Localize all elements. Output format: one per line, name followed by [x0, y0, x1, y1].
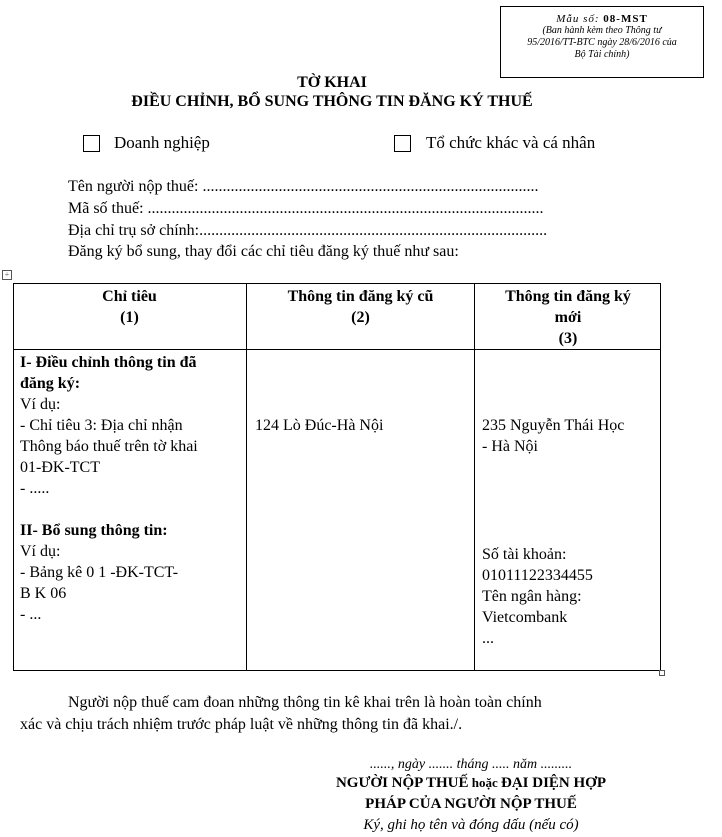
header-col1-title: Chỉ tiêu [102, 288, 157, 305]
bank-info-more: ... [482, 630, 494, 647]
document-subtitle: ĐIỀU CHỈNH, BỔ SUNG THÔNG TIN ĐĂNG KÝ THUẾ [131, 93, 533, 110]
tax-code-field: Mã số thuế: ................................................................................................... [68, 200, 544, 217]
header-col2 [247, 286, 474, 328]
declaration-line2: xác và chịu trách nhiệm trước pháp luật về những thông tin đã khai./. [20, 716, 463, 733]
section1-heading-a: I- Điều chỉnh thông tin đã [20, 354, 197, 371]
header-col3 [475, 286, 661, 349]
header-col3-number: (3) [558, 330, 578, 347]
address-field: Địa chỉ trụ sở chính:....................................................................................... [68, 222, 548, 239]
signer-title-a1: NGƯỜI NỘP THUẾ [335, 775, 469, 791]
intro-text: Đăng ký bổ sung, thay đổi các chỉ tiêu đăng ký thuế như sau: [68, 243, 459, 260]
form-note-line2: 95/2016/TT-BTC ngày 28/6/2016 của [527, 37, 677, 48]
header-col3-title-b: mới [554, 309, 582, 326]
section2-example: Ví dụ: [20, 543, 61, 560]
bank-label: Tên ngân hàng: [482, 588, 582, 605]
signer-title-a [296, 775, 646, 792]
document-title: TỜ KHAI [297, 74, 367, 91]
account-number: 01011122334455 [482, 567, 593, 584]
section-spacer [20, 499, 244, 520]
old-address-value: 124 Lò Đúc-Hà Nội [255, 417, 384, 434]
new-address-line-b: - Hà Nội [482, 438, 538, 455]
table-header-divider [13, 349, 661, 350]
signature-note: Ký, ghi họ tên và đóng dấu (nếu có) [363, 817, 579, 833]
section2-item-more: - ... [20, 606, 42, 623]
section2-item-a: - Bảng kê 0 1 -ĐK-TCT- [20, 564, 179, 581]
taxpayer-name-field: Tên người nộp thuế: .................................................................................... [68, 178, 539, 195]
section1-item-c: 01-ĐK-TCT [20, 459, 100, 476]
section1-item-more: - ..... [20, 480, 50, 497]
new-address-line-a: 235 Nguyễn Thái Học [482, 417, 625, 434]
header-col1 [13, 286, 246, 328]
signer-title-a2: hoặc [468, 775, 501, 790]
date-line: ......, ngày ....... tháng ..... năm ......... [369, 757, 573, 772]
signer-title-b: PHÁP CỦA NGƯỜI NỘP THUẾ [365, 796, 577, 812]
header-col3-title-a: Thông tin đăng ký [505, 288, 631, 305]
other-entity-checkbox[interactable] [394, 135, 411, 152]
form-note-line3: Bộ Tài chính) [574, 49, 630, 60]
section1-heading-b: đăng ký: [20, 375, 81, 392]
bank-info [482, 544, 660, 649]
table-column-divider-1 [246, 283, 247, 671]
business-checkbox[interactable] [83, 135, 100, 152]
section1-item-a: - Chỉ tiêu 3: Địa chỉ nhận [20, 417, 183, 434]
form-code-prefix: Mẫu số: [556, 13, 604, 25]
business-checkbox-label: Doanh nghiệp [114, 133, 210, 152]
signer-title-a3: ĐẠI DIỆN HỢP [501, 775, 607, 791]
col1-body [20, 352, 244, 625]
section1-example: Ví dụ: [20, 396, 61, 413]
header-col2-number: (2) [351, 309, 370, 326]
other-entity-checkbox-label: Tổ chức khác và cá nhân [426, 133, 596, 152]
form-note-line1: (Ban hành kèm theo Thông tư [542, 25, 662, 36]
header-col2-title: Thông tin đăng ký cũ [287, 288, 434, 305]
form-code [501, 13, 703, 25]
bank-name: Vietcombank [482, 609, 568, 626]
section1-item-b: Thông báo thuế trên tờ khai [20, 438, 198, 455]
section2-heading: II- Bổ sung thông tin: [20, 522, 168, 539]
section2-item-b: B K 06 [20, 585, 67, 602]
table-resize-handle[interactable] [659, 670, 665, 676]
table-move-handle[interactable]: + [2, 270, 12, 280]
new-address [482, 415, 660, 457]
form-code-box [500, 6, 704, 78]
declaration-line1: Người nộp thuế cam đoan những thông tin kê khai trên là hoàn toàn chính [68, 694, 542, 711]
header-col1-number: (1) [120, 309, 139, 326]
form-code-value: 08-MST [603, 13, 648, 25]
account-label: Số tài khoản: [482, 546, 567, 563]
